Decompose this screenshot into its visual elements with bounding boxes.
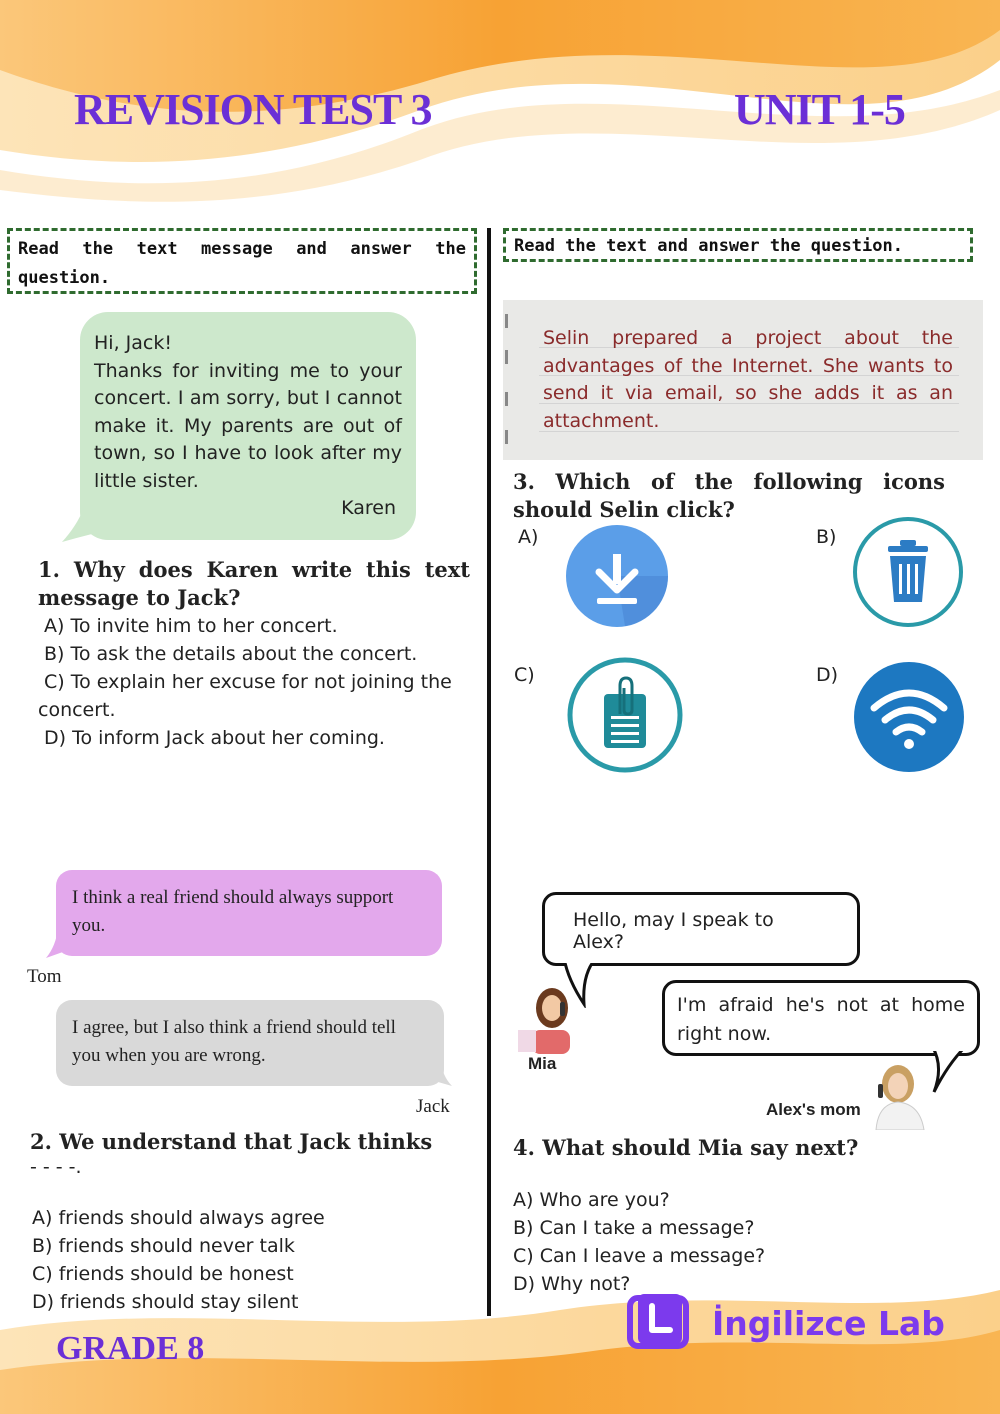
option-b[interactable]: B) To ask the details about the concert. [44, 643, 418, 665]
question-3: 3. Which of the following icons should Selin click? [513, 469, 945, 522]
notebook-paper [503, 300, 983, 460]
wifi-icon[interactable] [852, 660, 966, 774]
option-d[interactable]: D) To inform Jack about her coming. [44, 727, 385, 749]
jack-speech-bubble: I agree, but I also think a friend should tell you when you are wrong. [56, 1000, 444, 1086]
label-c: C) [514, 664, 535, 686]
question-2-blank: - - - -. [30, 1156, 82, 1178]
option-a[interactable]: A) Who are you? [513, 1189, 670, 1211]
message-signature: Karen [341, 497, 396, 519]
speaker-alex-mom: Alex's mom [766, 1100, 861, 1119]
paper-mark [505, 314, 508, 328]
option-c-continued: concert. [38, 699, 116, 721]
question-4-options [513, 1186, 953, 1298]
grade-label: GRADE 8 [56, 1330, 205, 1367]
download-icon[interactable] [565, 524, 671, 628]
question-2-options [32, 1204, 472, 1316]
mia-speech-bubble: Hello, may I speak to Alex? [542, 892, 860, 966]
selin-text: Selin prepared a project about the advantages of the Internet. She wants to send it via email, so she adds it as an attachment. [543, 327, 953, 432]
paper-mark [505, 430, 508, 444]
message-greeting: Hi, Jack! [94, 332, 172, 354]
label-d: D) [816, 664, 839, 686]
label-b: B) [816, 526, 837, 548]
option-d[interactable]: D) Why not? [513, 1273, 631, 1295]
brand-logo-icon [626, 1290, 696, 1352]
unit-label: UNIT 1-5 [734, 85, 905, 134]
column-divider [487, 228, 491, 1316]
speaker-tom: Tom [27, 966, 62, 987]
trash-icon[interactable] [852, 516, 964, 628]
option-b[interactable]: B) friends should never talk [32, 1235, 295, 1257]
option-c[interactable]: C) friends should be honest [32, 1263, 294, 1285]
speaker-jack: Jack [416, 1096, 450, 1117]
instruction-box-left: Read the text message and answer the question. [7, 228, 477, 294]
tom-speech-bubble: I think a real friend should always support you. [56, 870, 442, 956]
text-message-bubble [80, 312, 416, 540]
option-c[interactable]: C) Can I leave a message? [513, 1245, 766, 1267]
message-body: Thanks for inviting me to your concert. I am sorry, but I cannot make it. My parents are out of town, so I have to look after my little sister. [94, 359, 402, 492]
question-1: 1. Why does Karen write this text message to Jack? [38, 557, 470, 610]
instruction-box-right: Read the text and answer the question. [503, 228, 973, 262]
label-a: A) [518, 526, 539, 548]
option-a[interactable]: A) To invite him to her concert. [44, 615, 338, 637]
hello-bubble-tail [556, 958, 606, 1008]
paper-mark [505, 392, 508, 406]
question-2: 2. We understand that Jack thinks [30, 1129, 433, 1154]
brand-name: İngilizce Lab [712, 1304, 945, 1343]
mom-speech-bubble: I'm afraid he's not at home right now. [662, 980, 980, 1056]
speaker-mia: Mia [528, 1054, 557, 1073]
option-d[interactable]: D) friends should stay silent [32, 1291, 299, 1313]
question-4: 4. What should Mia say next? [513, 1135, 859, 1160]
option-b[interactable]: B) Can I take a message? [513, 1217, 755, 1239]
page-title: REVISION TEST 3 [74, 85, 432, 134]
alex-mom-avatar [868, 1062, 932, 1130]
option-c[interactable]: C) To explain her excuse for not joining the [44, 671, 452, 693]
option-a[interactable]: A) friends should always agree [32, 1207, 325, 1229]
question-1-options [38, 612, 478, 752]
afraid-bubble-tail [928, 1046, 972, 1096]
attachment-icon[interactable] [566, 656, 684, 774]
paper-mark [505, 350, 508, 364]
